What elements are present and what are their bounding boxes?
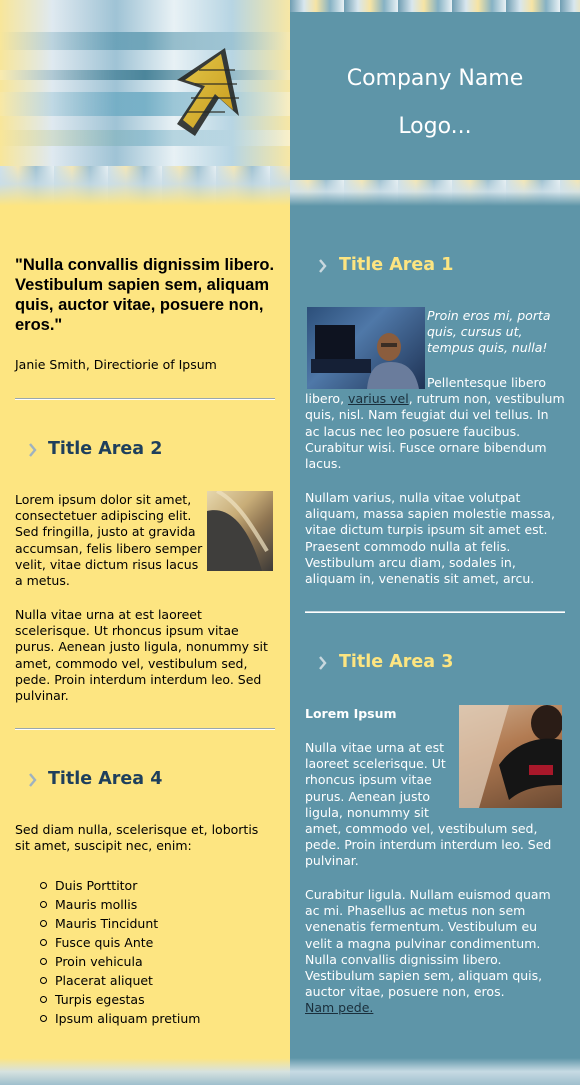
quote-byline: Janie Smith, Directiorie of Ipsum <box>15 357 217 372</box>
list-item: Fusce quis Ante <box>40 933 200 952</box>
decorative-stripe <box>0 1058 290 1085</box>
area-2-paragraph-1: Lorem ipsum dolor sit amet, consectetuer adipiscing elit. Sed fringilla, justo at gravida accumsan, felis libero semper velit, vitae dictum risus lacus a metus. <box>15 492 203 589</box>
pull-quote: "Nulla convallis dignissim libero. Vestibulum sapien sem, aliquam quis, auctor vitae, posuere non, eros." <box>15 256 275 334</box>
chevron-right-icon <box>318 656 327 670</box>
company-logo-placeholder: Logo... <box>398 114 472 139</box>
list-item: Placerat aliquet <box>40 971 200 990</box>
varius-vel-link[interactable]: varius vel <box>348 391 409 407</box>
area-1-paragraph-2: Nullam varius, nulla vitae volutpat aliquam, massa sapien molestie massa, vitae dictum turpis ipsum sit amet est. Praesent commodo nulla at felis. Vestibulum arcu diam, sodales in, aliquam in, venenatis sit amet, arcu. <box>305 490 555 587</box>
cursor-arrow-icon <box>155 40 250 145</box>
divider <box>15 728 275 730</box>
title-area-4: Title Area 4 <box>48 769 163 789</box>
area-1-intro: Proin eros mi, porta quis, cursus ut, tempus quis, nulla! <box>427 308 551 356</box>
area-2-photo <box>207 491 273 571</box>
chevron-right-icon <box>28 773 37 787</box>
list-item: Duis Porttitor <box>40 876 200 895</box>
header-hero-image <box>0 0 290 182</box>
decorative-stripe <box>290 0 580 12</box>
area-2-paragraph-2: Nulla vitae urna at est laoreet scelerisque. Ut rhoncus ipsum vitae purus. Aenean justo ligula, nonummy sit amet, commodo vel, vestibulum sed, pede. Proin interdum interdum leo. Sed pulvinar. <box>15 607 268 704</box>
chevron-right-icon <box>28 443 37 457</box>
area-4-intro: Sed diam nulla, scelerisque et, lobortis sit amet, suscipit nec, enim: <box>15 822 259 854</box>
list-item: Turpis egestas <box>40 990 200 1009</box>
area-3-paragraph-1-text: Nulla vitae urna at est laoreet scelerisque. Ut rhoncus ipsum vitae purus. Aenean justo ligula, nonummy sit amet, commodo vel, vestibulum sed, pede. Proin interdum interdum leo. Sed pulvinar. <box>305 740 552 869</box>
company-logo-text <box>290 55 580 151</box>
list-item: Proin vehicula <box>40 952 200 971</box>
company-name: Company Name <box>346 66 524 91</box>
area-1-paragraph-1: Pellentesque libero libero, varius vel, rutrum non, vestibulum quis, nisl. Nam feugiat dui vel tellus. In ac lacus nec leo posuere faucibus. Curabitur wisi. Fusce ornare bibendum lacus. <box>305 375 565 472</box>
nam-pede-link[interactable]: Nam pede. <box>305 1000 374 1016</box>
divider <box>305 611 565 613</box>
list-item: Mauris Tincidunt <box>40 914 200 933</box>
area-3-subheading: Lorem Ipsum <box>305 706 397 721</box>
decorative-stripe <box>290 180 580 206</box>
area-4-list <box>40 876 200 1028</box>
title-area-3: Title Area 3 <box>339 652 454 672</box>
decorative-stripe <box>0 166 290 206</box>
chevron-right-icon <box>318 259 327 273</box>
title-area-1: Title Area 1 <box>339 255 454 275</box>
decorative-stripe <box>290 1058 580 1085</box>
title-area-2: Title Area 2 <box>48 439 163 459</box>
area-3-paragraph-2: Curabitur ligula. Nullam euismod quam ac mi. Phasellus ac metus non sem venenatis fermentum. Vestibulum eu velit a magna pulvinar condimentum. Nulla convallis dignissim libero. Vestibulum sapien sem, aliquam quis, auctor vitae, posuere non, eros. Nam pede. <box>305 887 551 1016</box>
divider <box>15 398 275 400</box>
list-item: Mauris mollis <box>40 895 200 914</box>
list-item: Ipsum aliquam pretium <box>40 1009 200 1028</box>
